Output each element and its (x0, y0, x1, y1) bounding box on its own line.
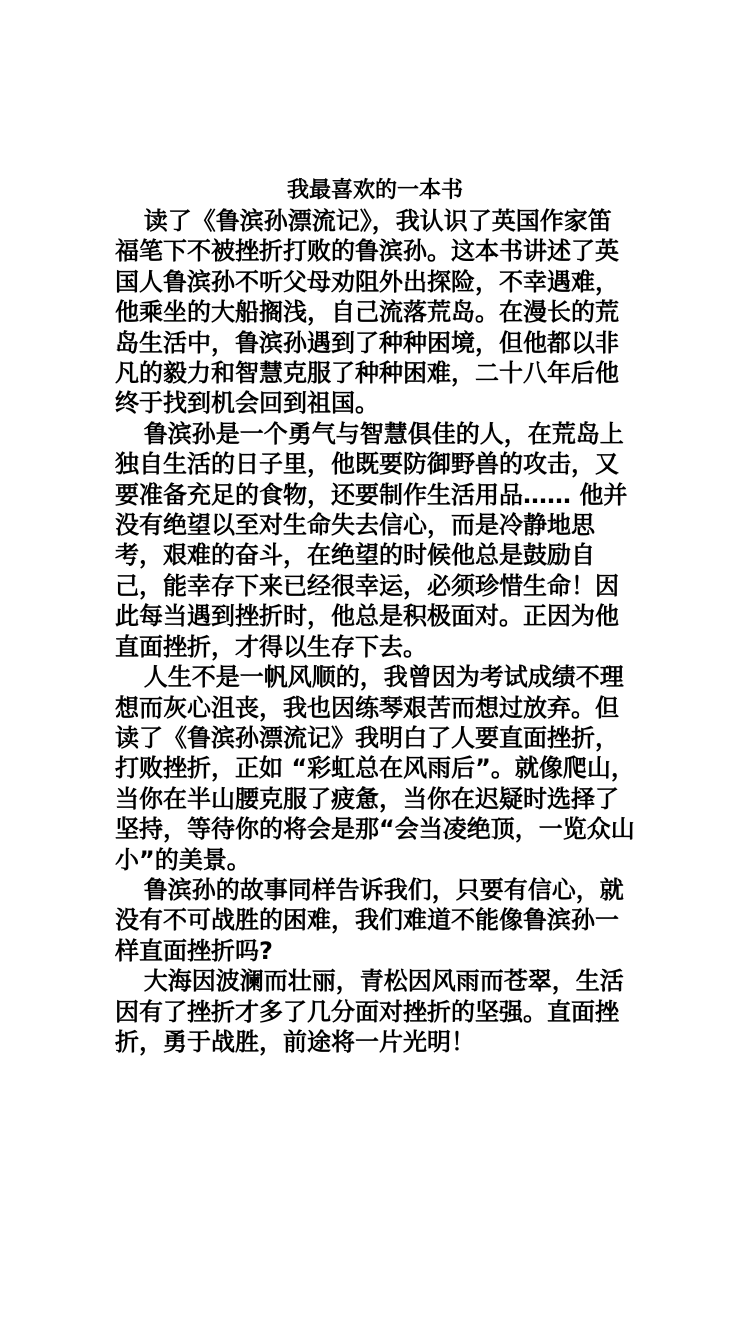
paragraph-5: 大海因波澜而壮丽，青松因风雨而苍翠，生活因有了挫折才多了几分面对挫折的坚强。直面挫折，勇于战胜，前途将一片光明！ (115, 967, 624, 1056)
paragraph-3: 人生不是一帆风顺的，我曾因为考试成绩不理想而灰心沮丧，我也因练琴艰苦而想过放弃。但读了《鲁滨孙漂流记》我明白了人要直面挫折，打败挫折，正如 “彩虹总在风雨后”。就像爬山，当你在半山腰克服了疲惫，当你在迟疑时选择了坚持，等待你的将会是那“会当凌绝顶，一览众山小”的美景。 (115, 663, 635, 874)
paragraph-1: 读了《鲁滨孙漂流记》，我认识了英国作家笛福笔下不被挫折打败的鲁滨孙。这本书讲述了英国人鲁滨孙不听父母劝阻外出探险，不幸遇难，他乘坐的大船搁浅，自己流落荒岛。在漫长的荒岛生活中，鲁滨孙遇到了种种困境，但他都以非凡的毅力和智慧克服了种种困难，二十八年后他终于找到机会回到祖国。 (115, 207, 619, 418)
paragraph-4: 鲁滨孙的故事同样告诉我们，只要有信心，就没有不可战胜的困难，我们难道不能像鲁滨孙一样直面挫折吗? (115, 875, 624, 965)
article (115, 176, 635, 1057)
article-title: 我最喜欢的一本书 (286, 178, 463, 203)
paragraph-2: 鲁滨孙是一个勇气与智慧俱佳的人，在荒岛上独自生活的日子里，他既要防御野兽的攻击，又要准备充足的食物，还要制作生活用品…… 他并没有绝望以至对生命失去信心，而是冷静地思考，艰难的奋斗，在绝望的时候他总是鼓励自己，能幸存下来已经很幸运，必须珍惜生命！因此每当遇到挫折时，他总是积极面对。正因为他直面挫折，才得以生存下去。 (115, 419, 628, 661)
